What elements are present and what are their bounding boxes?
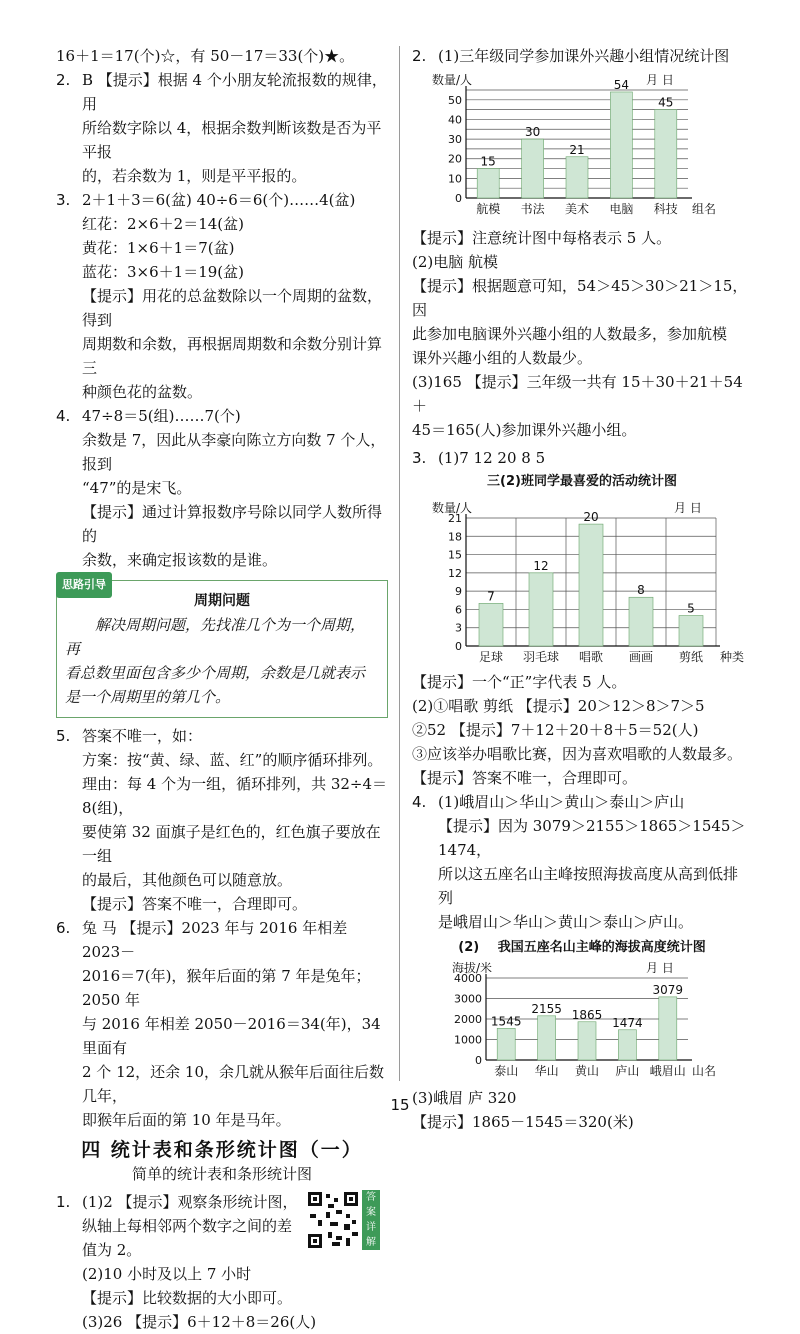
answer-line: 的，若余数为 1，则是平平报的。 [82,167,307,185]
answer-detail-tag: 答案详解 [362,1190,380,1250]
answer-line: 【提示】1865－1545＝320(米) [412,1113,634,1131]
data-label: 21 [569,142,585,157]
y-tick-label: 1000 [454,1033,482,1047]
bar [477,169,499,198]
section-subtitle: 简单的统计表和条形统计图 [131,1165,312,1183]
x-tick-label: 科技 [653,202,678,216]
data-label: 30 [524,125,541,140]
y-tick-label: 4000 [454,972,482,985]
bar [610,92,632,198]
answer-line: (1)2 【提示】观察条形统计图， [82,1193,298,1211]
right-column [412,44,752,1134]
y-tick-label: 40 [448,113,462,127]
data-label: 54 [613,77,630,92]
answer-line: 答案不唯一，如： [82,727,203,745]
y-tick-label: 9 [455,585,462,599]
data-label: 2155 [531,1001,562,1016]
answer-line: 是峨眉山＞华山＞黄山＞泰山＞庐山。 [438,913,694,931]
sub-question-label: (2) [458,940,480,955]
x-tick-label: 庐山 [615,1064,640,1078]
bar [618,1030,636,1060]
answer-line: 47÷8＝5(组)……7(个) [82,407,241,425]
y-tick-label: 30 [448,133,462,147]
answer-line: (1)7 12 20 8 5 [438,449,546,467]
answer-line: 理由：每 4 个为一组，循环排列，共 32÷4＝8(组)， [82,775,388,817]
y-tick-label: 50 [448,93,462,107]
chart-title-row [412,936,752,960]
mountain-altitude-bar-chart [420,960,750,1086]
x-tick-label: 剪纸 [678,650,704,664]
page-number: 15 [390,1096,410,1114]
answer-line: 此参加电脑课外兴趣小组的人数最多，参加航模 [412,325,728,343]
answer-line: 2＋1＋3＝6(盆) 40÷6＝6(个)……4(盆) [82,191,356,209]
answer-line: 种颜色花的盆数。 [82,383,203,401]
data-label: 45 [658,95,674,110]
answer-r2 [412,44,752,68]
answer-line: 余数，来确定报该数的是谁。 [82,551,278,569]
answer-line: 值为 2。 [82,1241,142,1259]
section-title: 四 统计表和条形统计图（一） [81,1139,363,1161]
answer-line: 【提示】注意统计图中每格表示 5 人。 [412,229,672,247]
question-number: 2. [56,71,71,89]
x-tick-label: 书法 [520,202,545,216]
y-axis-label: 数量/人 [432,501,473,515]
question-number: 3. [412,449,427,467]
bar [538,1016,556,1060]
y-axis-label: 海拔/米 [452,961,493,975]
bar [659,997,677,1060]
answer-line: 方案：按“黄、绿、蓝、红”的顺序循环排列。 [82,751,383,769]
answer-line: (1)峨眉山＞华山＞黄山＞泰山＞庐山 [438,793,685,811]
answer-2 [56,68,388,188]
x-tick-label: 泰山 [494,1064,519,1078]
bar [679,616,703,646]
answer-line: 45＝165(人)参加课外兴趣小组。 [412,421,637,439]
bar [479,603,503,646]
y-axis-label: 数量/人 [432,73,473,87]
answer-line: 2 个 12，还余 10，余几就从猴年后面往后数几年， [82,1063,385,1105]
left-column [56,44,388,1334]
data-label: 15 [480,154,496,169]
x-tick-label: 航模 [476,202,501,216]
chart-title: 三(2)班同学最喜爱的活动统计图 [487,474,677,489]
answer-line: 【提示】根据题意可知，54＞45＞30＞21＞15，因 [412,277,748,319]
x-tick-label: 画画 [628,650,654,664]
thinking-guide-box [56,580,388,718]
x-tick-label: 峨眉山 [649,1064,686,1078]
answer-line: 【提示】答案不唯一，合理即可。 [412,769,638,787]
answer-r4 [412,790,752,934]
favorite-activity-bar-chart [420,494,750,670]
answer-line: 周期数和余数，再根据周期数和余数分别计算三 [82,335,383,377]
data-label: 1865 [571,1007,603,1022]
y-tick-label: 3000 [454,992,482,1006]
bar [578,1022,596,1060]
question-number: 4. [56,407,71,425]
data-label: 12 [533,558,549,573]
x-tick-label: 羽毛球 [522,650,560,664]
y-tick-label: 0 [455,192,462,205]
answer-line: 余数是 7，因此从李豪向陈立方向数 7 个人，报到 [82,431,386,473]
box-line: 看总数里面包含多少个周期，余数是几就表示 [65,664,366,682]
x-tick-label: 唱歌 [578,650,604,664]
answer-s1 [56,1190,388,1334]
date-label: 月 日 [646,73,674,87]
answer-line: 【提示】因为 3079＞2155＞1865＞1545＞1474， [438,817,746,859]
answer-line: 课外兴趣小组的人数最少。 [412,349,593,367]
answer-line: 兔 马 【提示】2023 年与 2016 年相差 2023－ [82,919,348,961]
x-axis-label: 组名 [692,202,717,216]
y-tick-label: 21 [448,512,462,525]
box-title: 周期问题 [194,593,250,609]
box-line: 是一个周期里的第几个。 [65,688,231,706]
y-tick-label: 18 [448,530,462,544]
x-tick-label: 足球 [478,650,504,664]
question-number: 6. [56,919,71,937]
bar [655,110,677,198]
bar [522,139,544,198]
answer-line: 与 2016 年相差 2050－2016＝34(年)，34 里面有 [82,1015,381,1057]
question-number: 1. [56,1193,71,1211]
answer-line: 【提示】比较数据的大小即可。 [82,1289,293,1307]
answer-line: 的最后，其他颜色可以随意放。 [82,871,293,889]
y-tick-label: 10 [448,172,462,186]
data-label: 1545 [490,1014,522,1029]
answer-line: ②52 【提示】7＋12＋20＋8＋5＝52(人) [412,721,699,739]
data-label: 20 [583,510,599,525]
date-label: 月 日 [646,961,674,975]
answer-line: 蓝花：3×6＋1＝19(盆) [82,263,244,281]
question-number: 2. [412,47,427,65]
y-tick-label: 12 [448,566,462,580]
y-tick-label: 2000 [454,1013,482,1026]
answer-4 [56,404,388,572]
answer-line: B 【提示】根据 4 个小朋友轮流报数的规律，用 [82,71,387,113]
bar [566,157,588,198]
x-axis-label: 山名 [692,1064,717,1078]
answer-r3 [412,446,752,470]
x-tick-label: 电脑 [609,202,634,216]
y-tick-label: 15 [448,548,462,562]
answer-line: (3)165 【提示】三年级一共有 15＋30＋21＋54＋ [412,373,743,415]
data-label: 1474 [612,1015,643,1030]
answer-line: 要使第 32 面旗子是红色的，红色旗子要放在一组 [82,823,381,865]
bar [529,573,553,646]
answer-line: (3)26 【提示】6＋12＋8＝26(人) [82,1313,317,1331]
thinking-guide-tag: 思路引导 [56,572,112,598]
y-tick-label: 0 [475,1054,482,1067]
answer-line: 【提示】通过计算报数序号除以同学人数所得的 [82,503,383,545]
question-number: 5. [56,727,71,745]
data-label: 3079 [652,982,684,997]
box-line: 解决周期问题，先找准几个为一个周期，再 [65,616,366,658]
answer-line: 即猴年后面的第 10 年是马年。 [82,1111,291,1129]
answer-line: 黄花：1×6＋1＝7(盆) [82,239,235,257]
y-tick-label: 20 [448,152,462,166]
answer-line: ③应该举办唱歌比赛，因为喜欢唱歌的人数最多。 [412,745,743,763]
answer-line: 纵轴上每相邻两个数字之间的差 [82,1217,293,1235]
x-tick-label: 美术 [564,202,590,216]
x-tick-label: 华山 [534,1064,559,1078]
answer-line: 【提示】一个“正”字代表 5 人。 [412,673,627,691]
bar [579,524,603,646]
x-axis-label: 种类 [720,650,745,664]
y-tick-label: 6 [455,603,462,617]
question-number: 4. [412,793,427,811]
answer-line: (2)电脑 航模 [412,253,499,271]
answer-line: (1)三年级同学参加课外兴趣小组情况统计图 [438,47,730,65]
answer-line: 所给数字除以 4，根据余数判断该数是否为平平报 [82,119,382,161]
bar [629,597,653,646]
answer-line: (3)峨眉 庐 320 [412,1089,517,1107]
y-tick-label: 0 [455,640,462,653]
bar [497,1028,515,1060]
answer-line: (2)①唱歌 剪纸 【提示】20＞12＞8＞7＞5 [412,697,705,715]
data-label: 5 [687,601,695,616]
answer-line: “47”的是宋飞。 [82,479,192,497]
answer-line: 红花：2×6＋2＝14(盆) [82,215,244,233]
answer-line: 【提示】用花的总盆数除以一个周期的盆数，得到 [82,287,383,329]
answer-line: 【提示】答案不唯一，合理即可。 [82,895,308,913]
interest-group-bar-chart [420,68,750,226]
answer-5 [56,724,388,916]
column-divider [399,46,400,1081]
answer-line: 16＋1＝17(个)☆，有 50－17＝33(个)★。 [56,47,355,65]
answer-3 [56,188,388,404]
x-tick-label: 黄山 [574,1064,600,1078]
chart-title: 我国五座名山主峰的海拔高度统计图 [497,940,706,955]
y-tick-label: 3 [455,621,462,635]
data-label: 7 [487,589,495,604]
data-label: 8 [637,583,645,598]
answer-line: 所以这五座名山主峰按照海拔高度从高到低排列 [438,865,739,907]
answer-line: (2)10 小时及以上 7 小时 [82,1265,252,1283]
question-number: 3. [56,191,71,209]
date-label: 月 日 [674,501,702,515]
answer-line: 2016＝7(年)，猴年后面的第 7 年是兔年；2050 年 [82,967,371,1009]
qr-code-icon[interactable] [306,1190,360,1250]
